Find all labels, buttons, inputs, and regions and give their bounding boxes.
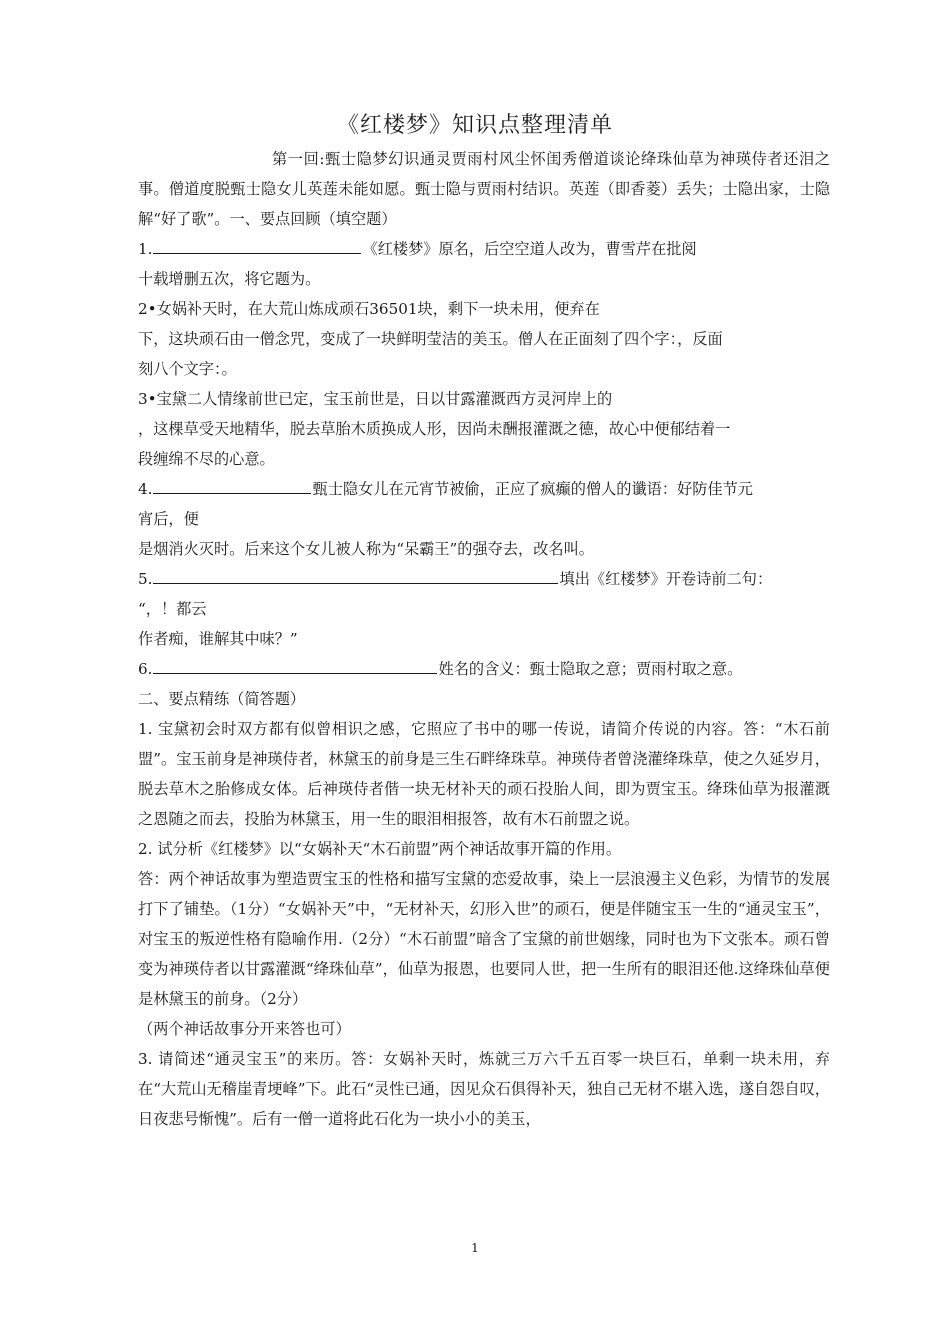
question-4	[138, 474, 830, 504]
question-1-number: 1.	[138, 240, 153, 258]
question-3-line-3: 段缠绵不尽的心意。	[138, 450, 275, 468]
question-2-line-2: 下，这块顽石由一僧念咒，变成了一块鲜明莹洁的美玉。僧人在正面刻了四个字：，反面	[138, 330, 723, 348]
question-2-line-3: 刻八个文字：。	[138, 360, 237, 378]
question-3-line-1: 3•宝黛二人情缘前世已定，宝玉前世是，日以甘露灌溉西方灵河岸上的	[138, 390, 613, 408]
question-5-text: 填出《红楼梦》开卷诗前二句：	[559, 570, 773, 588]
question-5-number: 5.	[138, 570, 153, 588]
question-4-number: 4.	[138, 480, 153, 498]
question-4-line-3: 是烟消火灭时。后来这个女儿被人称为“呆霸王”的强夺去，改名叫。	[138, 540, 594, 558]
answer-2: 答：两个神话故事为塑造贾宝玉的性格和描写宝黛的恋爱故事，染上一层浪漫主义色彩，为情节的发展打下了铺垫。（1分）“女娲补天”中，“无材补天，幻形入世”的顽石，便是伴随宝玉一生的“通灵宝玉”，对宝玉的叛逆性格有隐喻作用.（2分）“木石前盟”暗含了宝黛的前世姻缘，同时也为下文张本。顽石曾变为神瑛侍者以甘露灌溉“绛珠仙草”，仙草为报恩，也要同人世，把一生所有的眼泪还他.这绛珠仙草便是林黛玉的前身。（2分）	[138, 870, 830, 1008]
question-4-text: 甄士隐女儿在元宵节被偷，正应了疯癫的僧人的谶语：好防佳节元	[312, 480, 753, 498]
fill-blank	[153, 475, 311, 494]
question-3-line-2: ，这棵草受天地精华，脱去草胎木质换成人形，因尚未酬报灌溉之德，故心中便郁结着一	[138, 420, 731, 438]
fill-blank	[153, 235, 361, 254]
fill-blank	[153, 565, 558, 584]
document-body	[138, 144, 830, 1134]
question-1	[138, 234, 830, 264]
answer-1: 1. 宝黛初会时双方都有似曾相识之感，它照应了书中的哪一传说，请简介传说的内容。答：“木石前盟”。宝玉前身是神瑛侍者，林黛玉的前身是三生石畔绛珠草。神瑛侍者曾浇灌绛珠草，使之久延岁月，脱去草木之胎修成女体。后神瑛侍者偕一块无材补天的顽石投胎人间，即为贾宝玉。绛珠仙草为报灌溉之恩随之而去，投胎为林黛玉，用一生的眼泪相报答，故有木石前盟之说。	[138, 720, 830, 828]
question-6-number: 6.	[138, 660, 153, 678]
question-2-prompt: 2. 试分析《红楼梦》以“女娲补天“木石前盟”两个神话故事开篇的作用。	[138, 840, 622, 858]
question-4-line-2: 宵后，便	[138, 510, 199, 528]
question-5	[138, 564, 830, 594]
document-title: 《红楼梦》知识点整理清单	[336, 113, 613, 138]
question-6-text: 姓名的含义：甄士隐取之意；贾雨村取之意。	[438, 660, 743, 678]
question-1-continued: 十载增删五次，将它题为。	[138, 270, 321, 288]
fill-blank	[153, 655, 437, 674]
question-5-line-2: “，！都云	[138, 600, 207, 618]
page-number: 1	[471, 1241, 479, 1255]
question-5-line-3: 作者痴，谁解其中味？”	[138, 630, 298, 648]
question-2-line-1: 2•女娲补天时，在大荒山炼成顽石36501块，剩下一块未用，便弃在	[138, 300, 600, 318]
chapter-intro: 第一回:甄士隐梦幻识通灵贾雨村风尘怀闺秀僧道谈论绛珠仙草为神瑛侍者还泪之事。僧道度脱甄士隐女儿英莲未能如愿。甄士隐与贾雨村结识。英莲（即香菱）丢失；士隐出家，士隐解“好了歌”。一、要点回顾（填空题）	[138, 150, 830, 228]
question-6	[138, 654, 830, 684]
section-2-heading: 二、要点精练（简答题）	[138, 690, 306, 708]
answer-3: 3. 请简述“通灵宝玉”的来历。答：女娲补天时，炼就三万六千五百零一块巨石，单剩一块未用，弃在“大荒山无稽崖青埂峰”下。此石“灵性已通，因见众石俱得补天，独自己无材不堪入选，遂自怨自叹，日夜悲号惭愧”。后有一僧一道将此石化为一块小小的美玉，	[138, 1050, 830, 1128]
answer-2-note: （两个神话故事分开来答也可）	[138, 1020, 351, 1038]
question-1-text: 《红楼梦》原名，后空空道人改为，曹雪芹在批阅	[362, 240, 697, 258]
